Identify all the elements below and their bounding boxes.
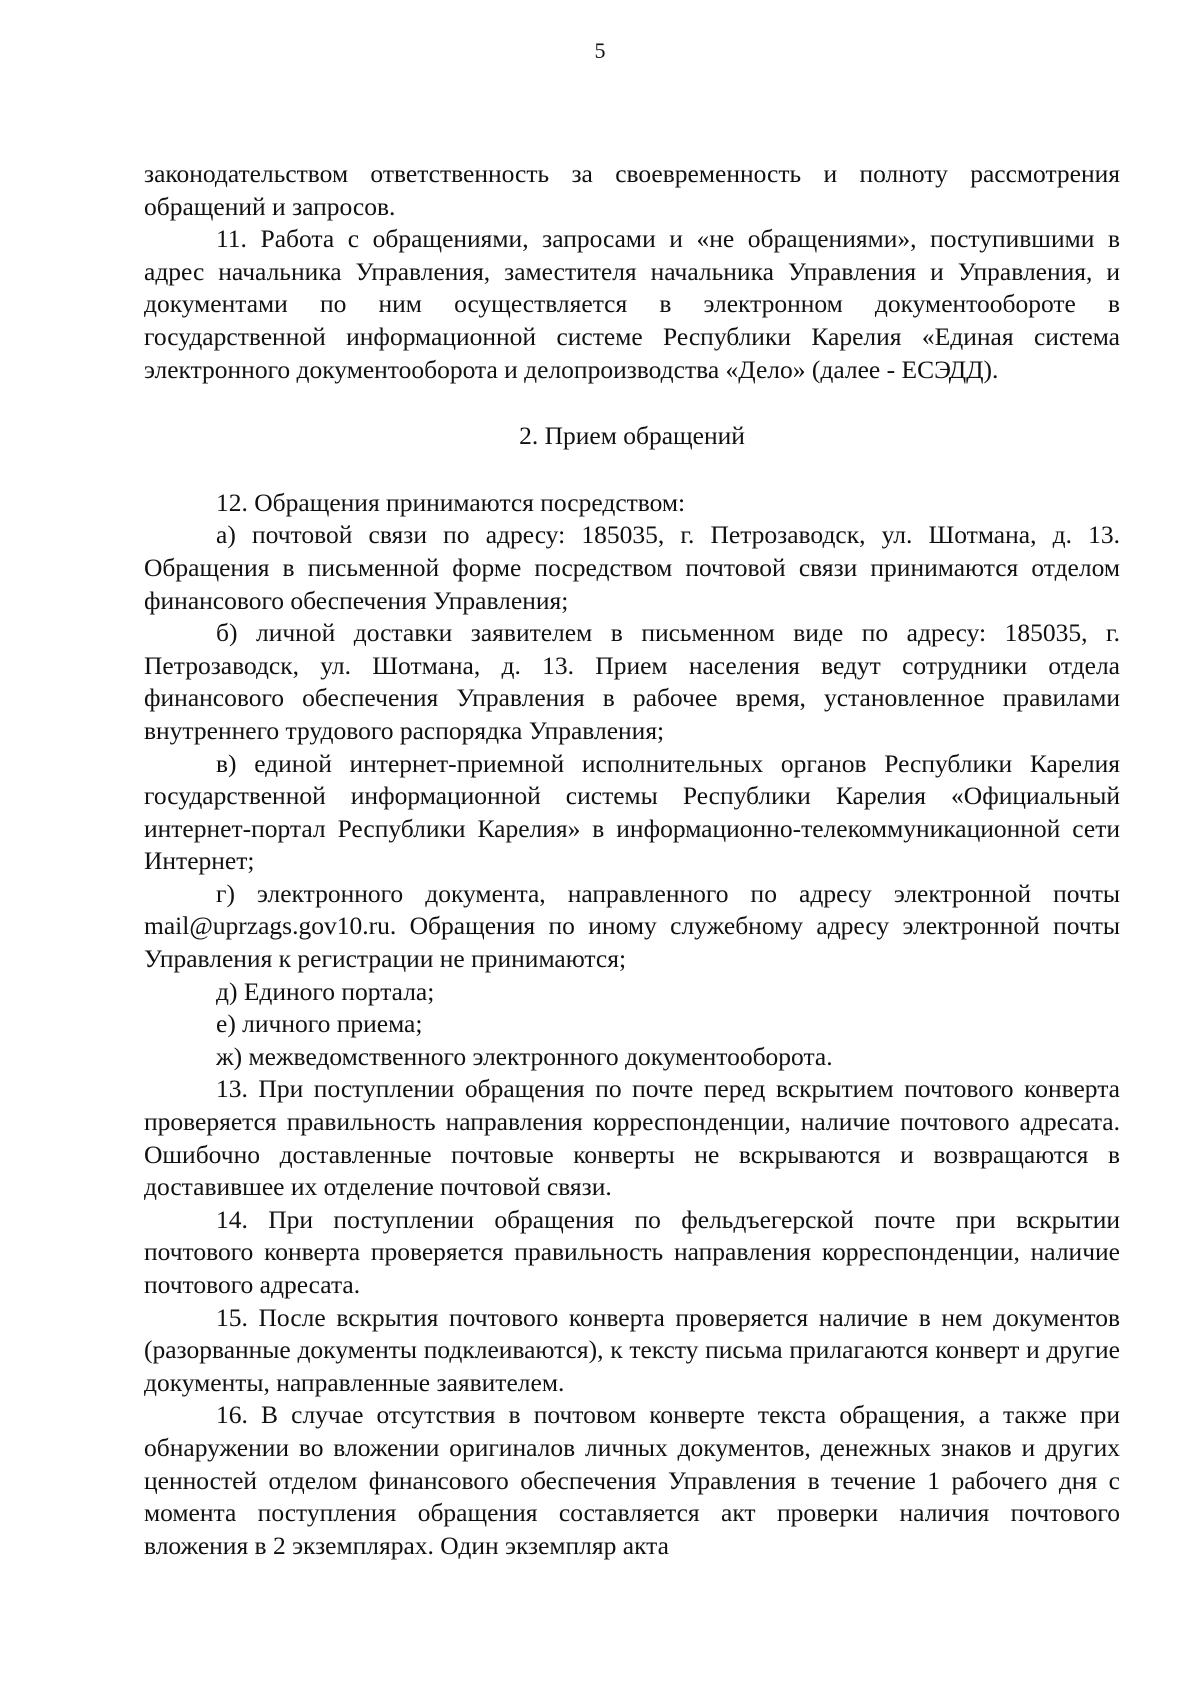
- paragraph-continuation: законодательством ответственность за своевременность и полноту рассмотрения обращений и запросов.: [144, 159, 1120, 221]
- list-item-e: е) личного приема;: [216, 1009, 423, 1039]
- list-item-d: д) Единого портала;: [216, 976, 435, 1006]
- list-item-g: г) электронного документа, направленного по адресу электронной почты mail@uprzags.gov10.ru. Обращения по иному служебному адресу электронной почты Управления к регистрации не принимаются;: [144, 878, 1120, 974]
- document-body: [144, 158, 1120, 1562]
- paragraph-15: 15. После вскрытия почтового конверта проверяется наличие в нем документов (разорванные документы подклеиваются), к тексту письма прилагаются конверт и другие документы, направленные заявителем.: [144, 1302, 1120, 1397]
- paragraph-14: 14. При поступлении обращения по фельдъегерской почте при вскрытии почтового конверта проверяется правильность направления корреспонденции, наличие почтового адресата.: [144, 1204, 1120, 1299]
- paragraph-13: 13. При поступлении обращения по почте перед вскрытием почтового конверта проверяется правильность направления корреспонденции, наличие почтового адресата. Ошибочно доставленные почтовые конверты не вскрываются и возвращаются в доставившее их отделение почтовой связи.: [144, 1074, 1120, 1202]
- paragraph-12: 12. Обращения принимаются посредством:: [216, 487, 686, 517]
- paragraph-16: 16. В случае отсутствия в почтовом конверте текста обращения, а также при обнаружении во вложении оригиналов личных документов, денежных знаков и других ценностей отделом финансового обеспечения Управления в течение 1 рабочего дня с момента поступления обращения составляется акт проверки наличия почтового вложения в 2 экземплярах. Один экземпляр акта: [144, 1400, 1120, 1560]
- list-item-zh: ж) межведомственного электронного документооборота.: [216, 1041, 833, 1071]
- list-item-v: в) единой интернет-приемной исполнительных органов Республики Карелия государственной информационной системы Республики Карелия «Официальный интернет-портал Республики Карелия» в информационно-телекоммуникационной сети Интернет;: [144, 748, 1120, 876]
- list-item-a: а) почтовой связи по адресу: 185035, г. Петрозаводск, ул. Шотмана, д. 13. Обращения в письменной форме посредством почтовой связи принимаются отделом финансового обеспечения Управления;: [144, 520, 1120, 615]
- list-item-b: б) личной доставки заявителем в письменном виде по адресу: 185035, г. Петрозаводск, ул. Шотмана, д. 13. Прием населения ведут сотрудники отдела финансового обеспечения Управления в рабочее время, установленное правилами внутреннего трудового распорядка Управления;: [144, 618, 1120, 745]
- paragraph-11: 11. Работа с обращениями, запросами и «не обращениями», поступившими в адрес начальника Управления, заместителя начальника Управления и Управления, и документами по ним осуществляется в электронном документообороте в государственной информационной системе Республики Карелия «Единая система электронного документооборота и делопроизводства «Дело» (далее - ЕСЭДД).: [144, 224, 1120, 384]
- section-heading: 2. Прием обращений: [519, 421, 745, 451]
- page-number: 5: [594, 38, 606, 63]
